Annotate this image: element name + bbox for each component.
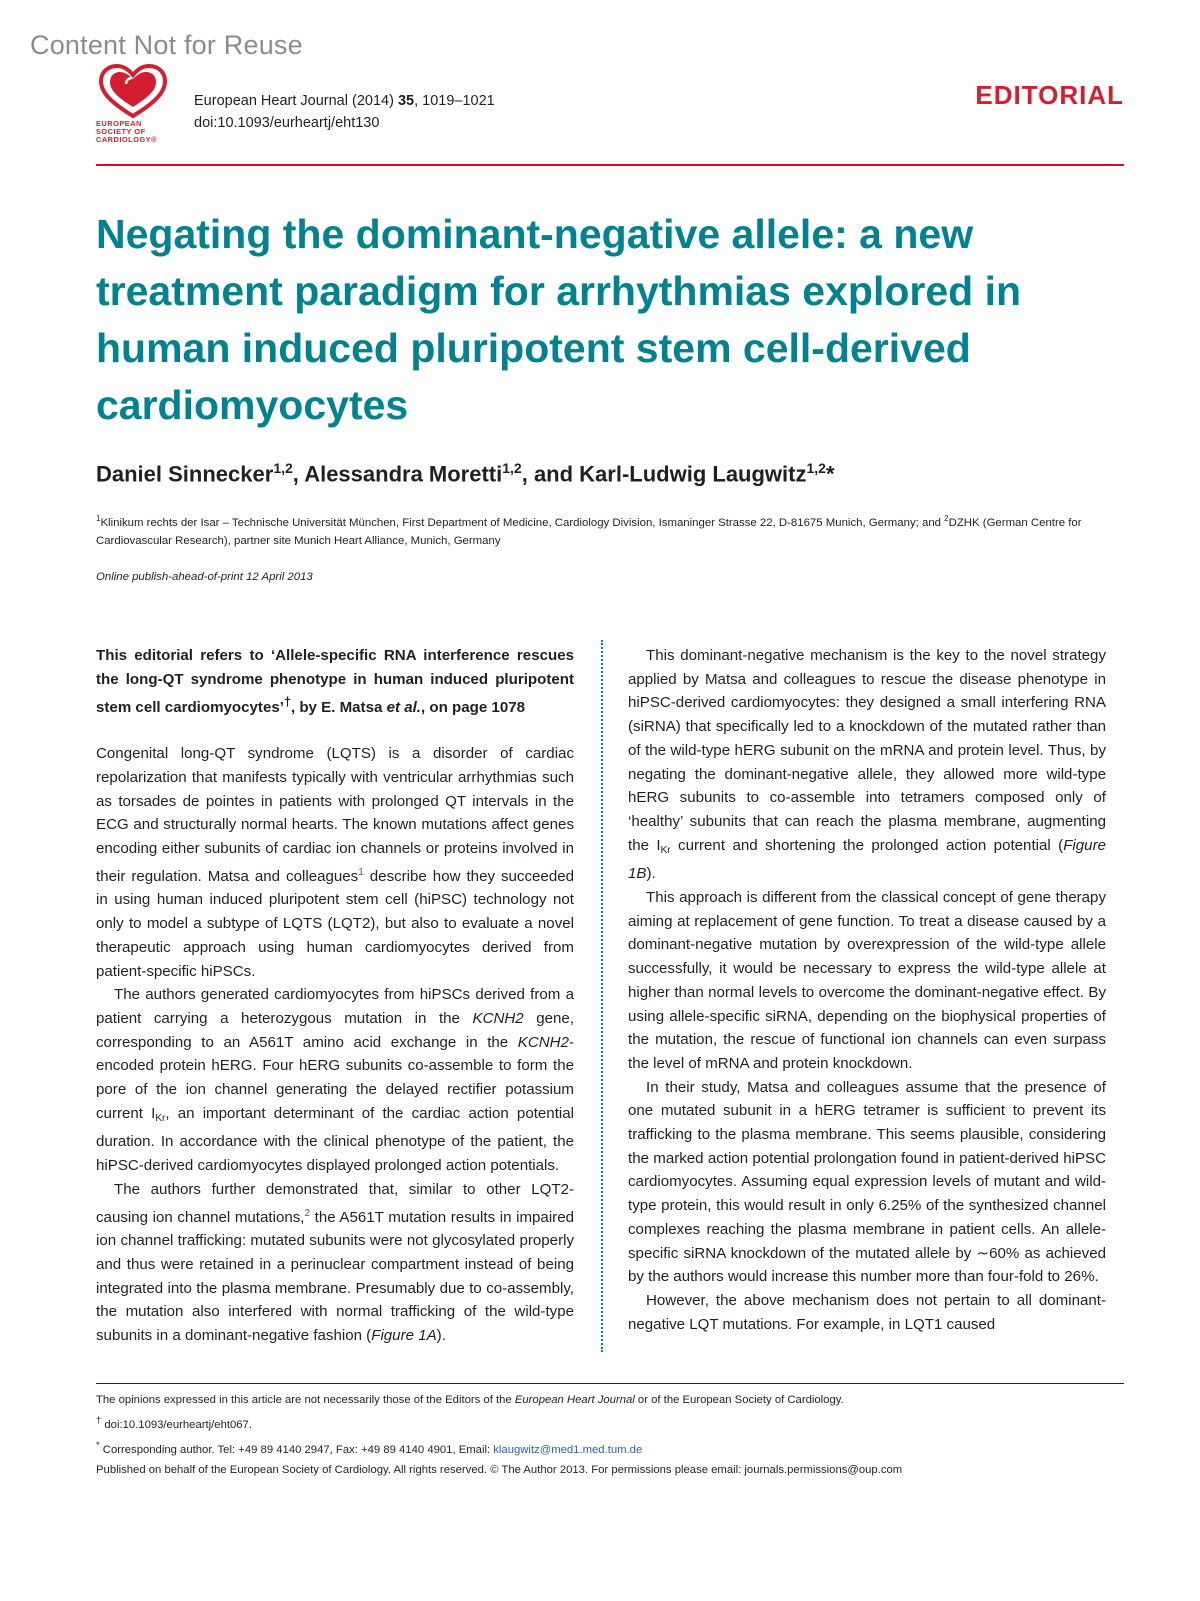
column-divider: [601, 640, 603, 1352]
corresponding-mark: *: [825, 461, 835, 487]
reference-link[interactable]: 1: [358, 866, 364, 878]
right-column: [628, 644, 1106, 1336]
refers-to-author: , by E. Matsa: [290, 699, 387, 717]
author-affiliation-ref: 1,2: [806, 460, 826, 476]
left-column: [96, 644, 574, 1348]
affiliation-marker: 1: [96, 514, 101, 523]
body-paragraph: This approach is different from the classical concept of gene therapy aiming at replacement of gene function. To treat a disease caused by a dominant-negative mutation by overexpression of the wild-type allele successfully, it would be necessary to express the wild-type allele at higher than normal levels to overcome the dominant-negative effect. By using allele-specific siRNA, depending on the biophysical properties of the mutation, the rescue of functional ion channels can even surpass the level of mRNA and protein knockdown.: [628, 889, 1106, 1072]
email-link[interactable]: klaugwitz@med1.med.tum.de: [493, 1443, 643, 1456]
body-paragraph: In their study, Matsa and colleagues assume that the presence of one mutated subunit in a hERG tetramer is sufficient to prevent its trafficking to the plasma membrane. This seems plausible, considering the marked action potential prolongation found in patient-derived hiPSC cardiomyocytes. Assuming equal expression levels of mutant and wild-type protein, this would result in only 6.25% of the synthesized channel complexes reaching the plasma membrane in patient cells. An allele-specific siRNA knockdown of the mutated allele by ∼60% as achieved by the authors would increase this number more than four-fold to 26%.: [628, 1078, 1106, 1286]
et-al: et al.: [386, 699, 421, 717]
author-name: , Alessandra Moretti: [292, 461, 503, 487]
journal-citation-prefix: European Heart Journal (2014): [194, 93, 394, 109]
author-list: [96, 460, 835, 487]
gene-name: KCNH2: [517, 1033, 569, 1051]
author-name: , and Karl-Ludwig Laugwitz: [521, 461, 807, 487]
watermark: Content Not for Reuse: [30, 30, 303, 60]
author-affiliation-ref: 1,2: [273, 460, 293, 476]
journal-volume: 35: [397, 93, 415, 109]
refers-to-text: This editorial refers to ‘Allele-specific RNA interference rescues the long-QT syndrome phenotype in human induced pluripotent stem cell cardiomyocytes’: [96, 647, 574, 717]
footnote-corresponding: * Corresponding author. Tel: +49 89 4140 2947, Fax: +49 89 4140 4901, Email: klaugwitz@med1.med.tum.de: [96, 1438, 643, 1456]
article-type-label: EDITORIAL: [975, 80, 1124, 110]
affiliations: [96, 510, 1126, 550]
journal-doi[interactable]: doi:10.1093/eurheartj/eht130: [194, 115, 380, 131]
body-paragraph: However, the above mechanism does not pertain to all dominant-negative LQT mutations. For example, in LQT1 caused: [628, 1291, 1106, 1333]
subscript: Kr: [660, 844, 671, 856]
figure-link[interactable]: Figure 1B: [628, 836, 1106, 883]
affiliation-text: DZHK (German Centre for Cardiovascular Research), partner site Munich Heart Alliance, Munich, Germany: [96, 516, 1082, 547]
author-affiliation-ref: 1,2: [502, 460, 522, 476]
author-name: Daniel Sinnecker: [96, 461, 274, 487]
heart-logo-icon: [98, 64, 168, 120]
subscript: Kr: [155, 1112, 166, 1124]
footnote-published: Published on behalf of the European Society of Cardiology. All rights reserved. © The Author 2013. For permissions please email: journals.permissions@oup.com: [96, 1463, 903, 1476]
logo-line-1: EUROPEAN: [96, 119, 142, 128]
journal-citation: [194, 90, 495, 134]
dagger-mark: †: [283, 695, 291, 710]
figure-link[interactable]: Figure 1A: [371, 1327, 437, 1345]
body-paragraph: Congenital long-QT syndrome (LQTS) is a disorder of cardiac repolarization that manifests typically with ventricular arrhythmias such as torsades de pointes in patients with prolonged QT intervals in the ECG and structurally normal hearts. The known mutations affect genes encoding either subunits of cardiac ion channels or proteins involved in their regulation. Matsa and colleagues$^1$ describe how they succeeded in using human induced pluripotent stem cell (hiPSC) technology not only to model a subtype of LQTS (LQT2), but also to evaluate a novel therapeutic approach using human cardiomyocytes derived from patient-specific hiPSCs.: [96, 745, 574, 980]
affiliation-marker: 2: [944, 514, 949, 523]
footnote-dagger: † doi:10.1093/eurheartj/eht067.: [96, 1414, 252, 1431]
reference-link[interactable]: 2: [304, 1207, 311, 1219]
footnotes: [96, 1390, 1126, 1480]
gene-name: KCNH2: [472, 1009, 524, 1027]
logo-line-2: SOCIETY OF: [96, 127, 146, 137]
journal-pages: , 1019–1021: [414, 93, 495, 109]
header-rule: [96, 164, 1124, 166]
footnote-opinions: The opinions expressed in this article are not necessarily those of the Editors of the European Heart Journal or of the European Society of Cardiology.: [96, 1394, 844, 1406]
article-title: Negating the dominant-negative allele: a new treatment paradigm for arrhythmias explored in human induced pluripotent stem cell-derived cardiomyocytes: [96, 211, 1022, 428]
body-paragraph: This dominant-negative mechanism is the key to the novel strategy applied by Matsa and colleagues to rescue the disease phenotype in hiPSC-derived cardiomyocytes: they designed a small interfering RNA (siRNA) that specifically led to a knockdown of the mutated rather than of the wild-type hERG subunit on the mRNA and protein level. Thus, by negating the dominant-negative allele, they allowed more wild-type hERG subunits to co-assemble into tetramers composed only of ‘healthy’ subunits that can reach the plasma membrane, augmenting the $I_{Kr}$ current and shortening the prolonged action potential (Figure 1B).: [628, 647, 1106, 883]
body-paragraph: The authors further demonstrated that, similar to other LQT2-causing ion channel mutations,$^2$ the A561T mutation results in impaired ion channel trafficking: mutated subunits were not glycosylated properly and thus were retained in a perinuclear compartment instead of being integrated into the plasma membrane. Presumably due to co-assembly, the mutation also interfered with normal trafficking of the wild-type subunits in a dominant-negative fashion (Figure 1A).: [96, 1180, 574, 1345]
body-paragraph: The authors generated cardiomyocytes from hiPSCs derived from a patient carrying a heterozygous mutation in the KCNH2 gene, corresponding to an A561T amino acid exchange in the KCNH2-encoded protein hERG. Four hERG subunits co-assemble to form the pore of the ion channel generating the delayed rectifier potassium current $I_{Kr}$, an important determinant of the cardiac action potential duration. In accordance with the clinical phenotype of the patient, the hiPSC-derived cardiomyocytes displayed prolonged action potentials.: [96, 986, 574, 1175]
online-publish-date: Online publish-ahead-of-print 12 April 2013: [96, 571, 313, 583]
refers-to-page[interactable]: , on page 1078: [420, 699, 526, 717]
affiliation-text: Klinikum rechts der Isar – Technische Universität München, First Department of Medicine, Cardiology Division, Ismaninger Strasse 22, D-81675 Munich, Germany; and: [100, 516, 945, 529]
footnote-rule: [96, 1383, 1124, 1384]
logo-line-3: CARDIOLOGY®: [96, 135, 158, 145]
editorial-refers-to: [96, 644, 574, 720]
esc-logo: [96, 64, 170, 154]
